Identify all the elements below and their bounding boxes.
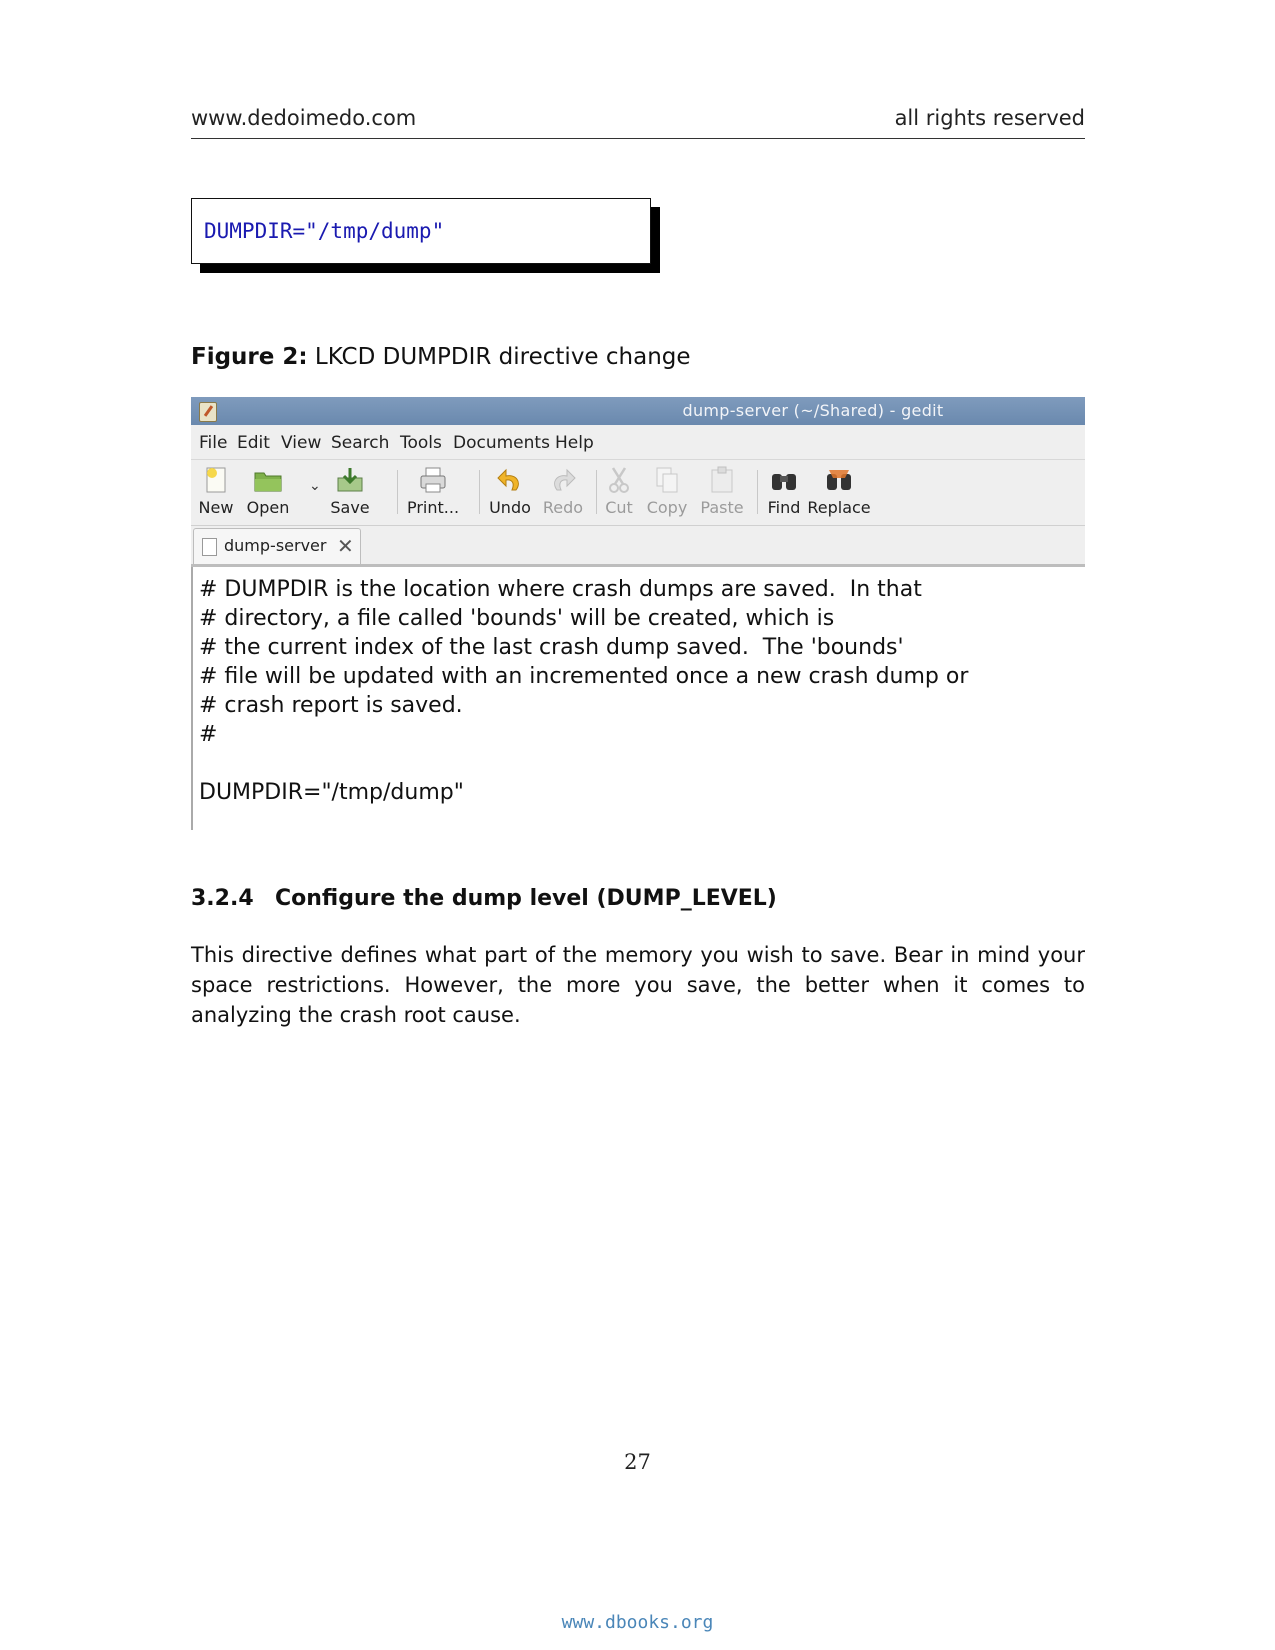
find-label: Find <box>767 498 801 517</box>
code-text: DUMPDIR="/tmp/dump" <box>204 219 445 243</box>
new-label: New <box>198 498 234 517</box>
menu-help[interactable]: Help <box>555 433 594 453</box>
undo-label: Undo <box>489 498 531 517</box>
editor-line: # crash report is saved. <box>199 693 463 718</box>
menu-search[interactable]: Search <box>331 433 390 453</box>
redo-icon <box>547 464 579 496</box>
editor-line: # file will be updated with an incremented once a new crash dump or <box>199 664 969 689</box>
figure-label: Figure 2: <box>191 344 308 370</box>
paste-label: Paste <box>700 498 744 517</box>
open-button[interactable] <box>243 464 293 517</box>
document-icon <box>202 538 217 556</box>
save-label: Save <box>330 498 370 517</box>
paste-button[interactable] <box>699 464 745 517</box>
save-icon <box>334 464 366 496</box>
text-editor[interactable] <box>191 567 1085 830</box>
scissors-icon <box>603 464 635 496</box>
copy-icon <box>651 464 683 496</box>
copy-button[interactable] <box>645 464 689 517</box>
title-bar <box>191 397 1085 425</box>
page-number: 27 <box>624 1450 651 1474</box>
header-site: www.dedoimedo.com <box>191 106 417 130</box>
menu-tools[interactable]: Tools <box>400 433 442 453</box>
find-button[interactable] <box>765 464 803 517</box>
menu-view[interactable]: View <box>281 433 322 453</box>
replace-button[interactable] <box>807 464 871 517</box>
editor-line: # <box>199 722 218 747</box>
undo-button[interactable] <box>487 464 533 517</box>
editor-line: DUMPDIR="/tmp/dump" <box>199 780 464 805</box>
toolbar <box>191 460 1085 526</box>
tab-dump-server[interactable] <box>193 528 361 564</box>
binoculars-icon <box>768 464 800 496</box>
clipboard-icon <box>706 464 738 496</box>
new-document-icon <box>200 464 232 496</box>
header-rights: all rights reserved <box>894 106 1085 130</box>
toolbar-separator <box>596 470 597 514</box>
cut-button[interactable] <box>601 464 637 517</box>
section-number: 3.2.4 <box>191 886 254 911</box>
undo-icon <box>494 464 526 496</box>
footer-link[interactable]: www.dbooks.org <box>561 1612 714 1633</box>
body-paragraph: This directive defines what part of the memory you wish to save. Bear in mind your space restrictions. However, the more you save, the better when it comes to analyzing the crash root cause. <box>191 943 1085 1027</box>
open-folder-icon <box>252 464 284 496</box>
toolbar-separator <box>479 470 480 514</box>
gedit-window <box>191 397 1085 830</box>
new-button[interactable] <box>197 464 235 517</box>
replace-label: Replace <box>807 498 871 517</box>
menu-bar <box>191 425 1085 460</box>
tab-label: dump-server <box>224 536 327 555</box>
open-label: Open <box>246 498 290 517</box>
save-button[interactable] <box>329 464 371 517</box>
menu-file[interactable]: File <box>199 433 228 453</box>
editor-line: # directory, a file called 'bounds' will be created, which is <box>199 606 835 631</box>
print-label: Print... <box>406 498 460 517</box>
editor-line: # the current index of the last crash dump saved. The 'bounds' <box>199 635 904 660</box>
menu-documents[interactable]: Documents <box>453 433 550 453</box>
window-title: dump-server (~/Shared) - gedit <box>682 401 944 420</box>
figure-caption <box>191 344 691 370</box>
replace-icon <box>823 464 855 496</box>
menu-edit[interactable]: Edit <box>237 433 270 453</box>
code-listing <box>191 198 651 264</box>
close-icon[interactable]: ✕ <box>337 534 354 558</box>
redo-label: Redo <box>542 498 584 517</box>
toolbar-separator <box>397 470 398 514</box>
chevron-down-icon[interactable]: ⌄ <box>309 478 321 494</box>
copy-label: Copy <box>646 498 688 517</box>
redo-button[interactable] <box>541 464 585 517</box>
editor-line: # DUMPDIR is the location where crash dumps are saved. In that <box>199 577 922 602</box>
section-title: Configure the dump level (DUMP_LEVEL) <box>275 886 777 911</box>
figure-caption-text: LKCD DUMPDIR directive change <box>314 344 691 370</box>
cut-label: Cut <box>605 498 633 517</box>
printer-icon <box>417 464 449 496</box>
tab-strip <box>191 526 1085 564</box>
header-divider <box>191 138 1085 139</box>
print-button[interactable] <box>405 464 461 517</box>
toolbar-separator <box>757 470 758 514</box>
